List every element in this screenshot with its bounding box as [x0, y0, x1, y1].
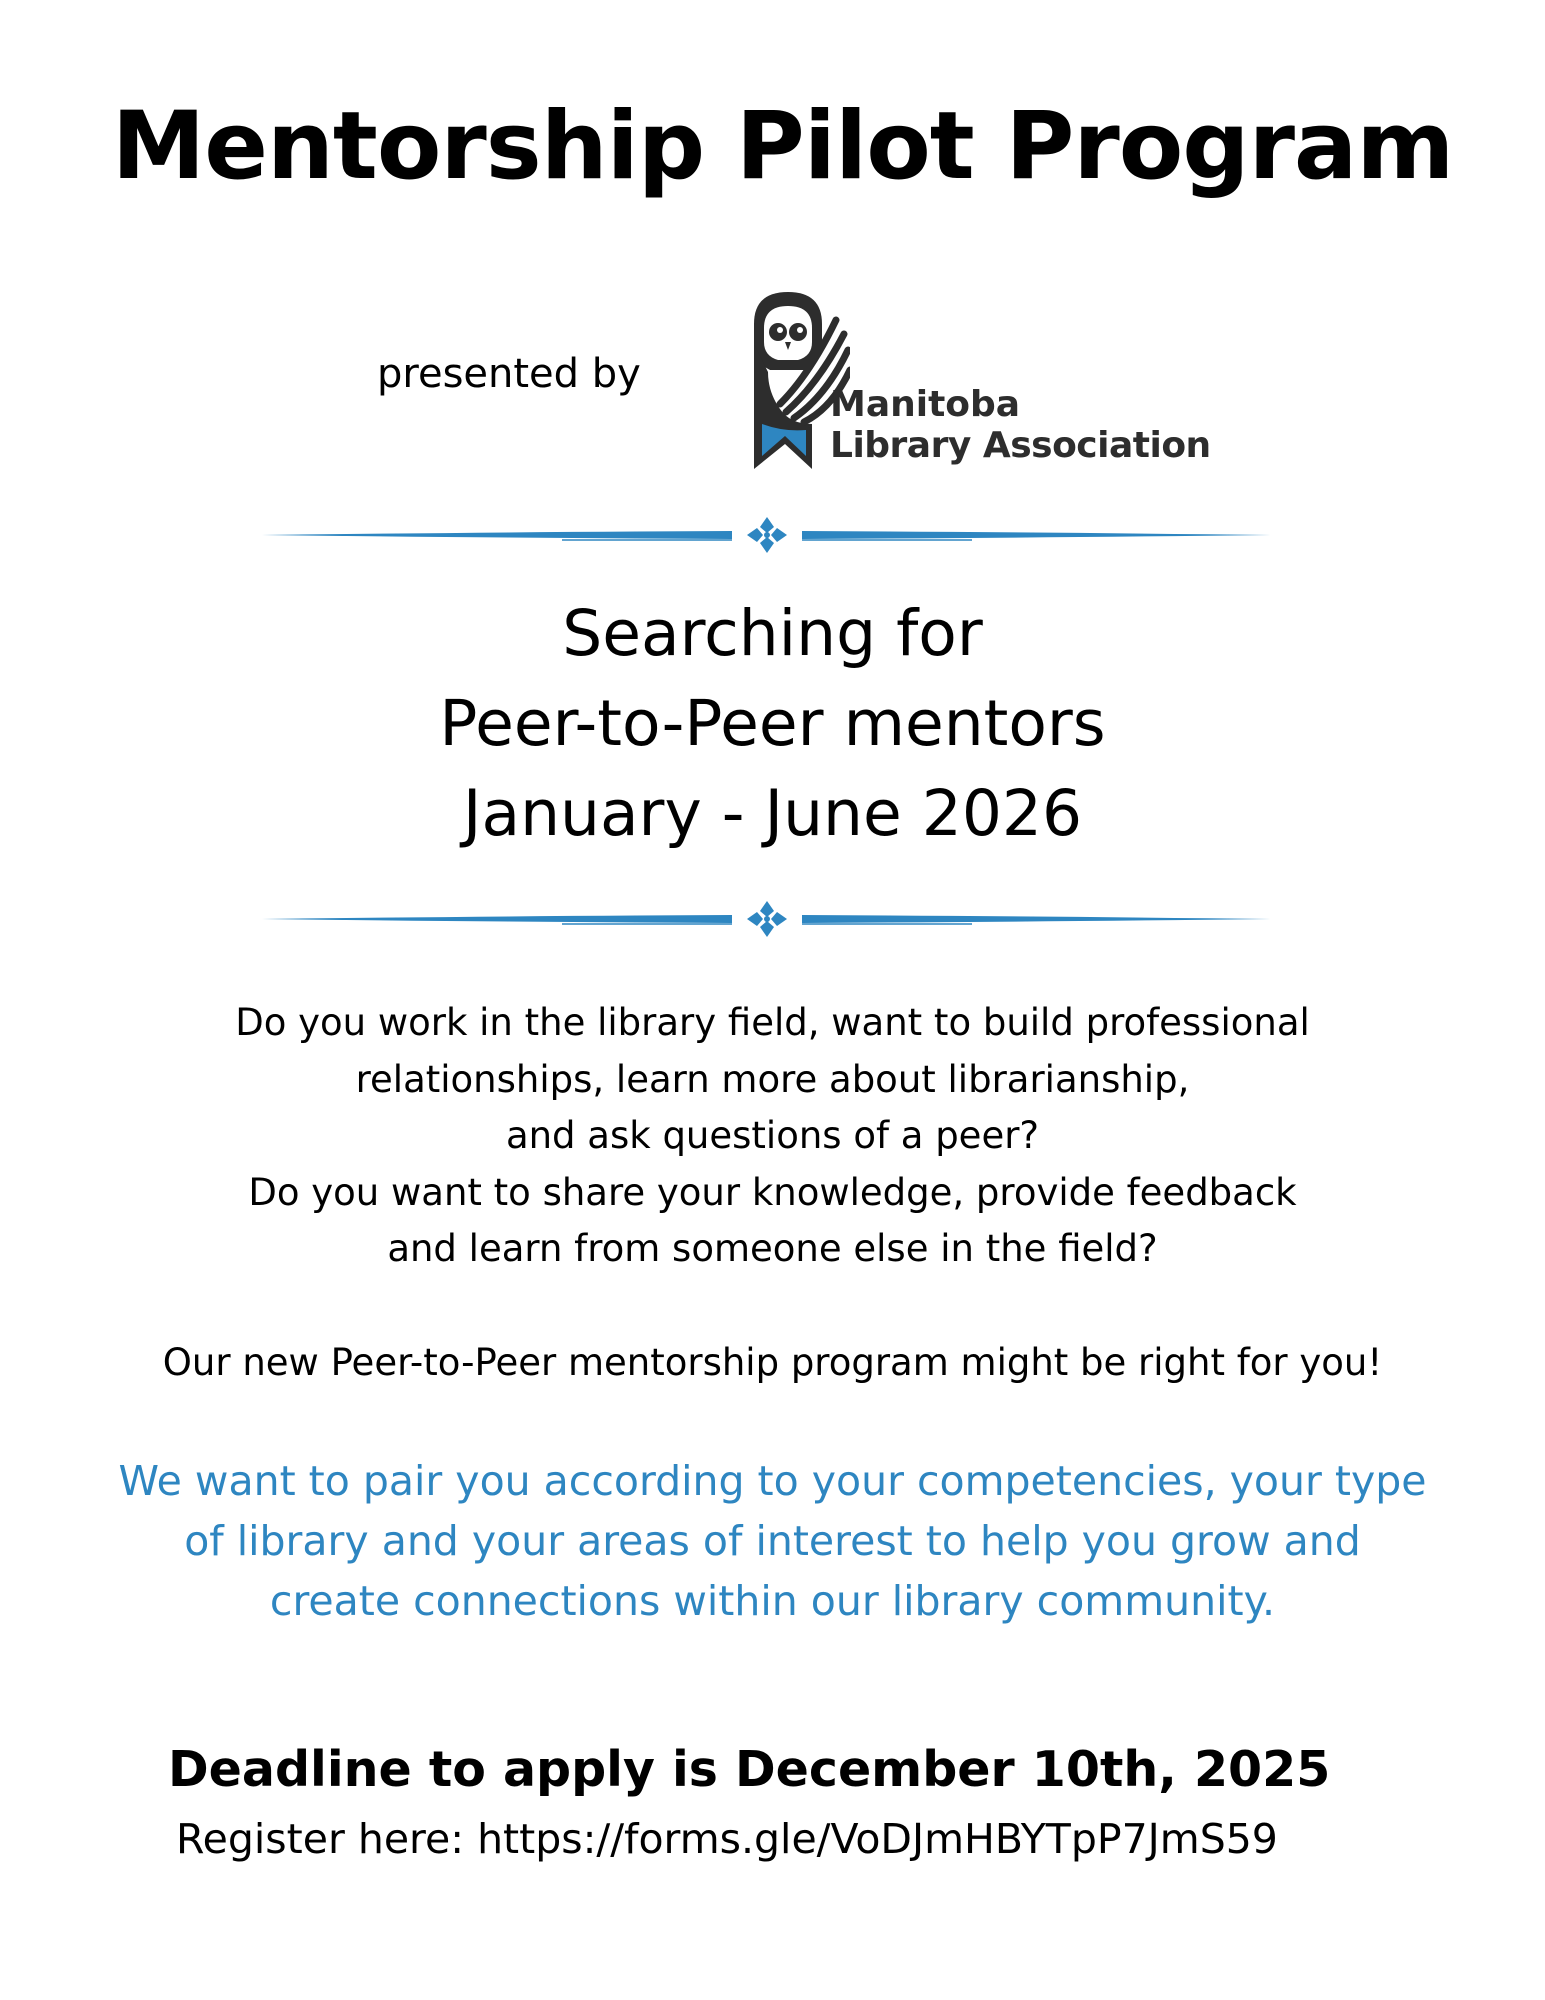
presented-by-label: presented by: [377, 351, 641, 397]
logo-text-line1: Manitoba: [830, 384, 1021, 425]
deadline-text: Deadline to apply is December 10th, 2025: [168, 1741, 1331, 1798]
register-link[interactable]: Register here: https://forms.gle/VoDJmHBYTpP7JmS59: [176, 1815, 1278, 1863]
logo-text-line2: Library Association: [830, 425, 1211, 466]
heading-line-2: Peer-to-Peer mentors: [439, 687, 1106, 760]
ornamental-divider-bottom: [262, 899, 1272, 939]
intro-line-2: relationships, learn more about librarianship,: [355, 1057, 1190, 1101]
manitoba-library-association-logo: [740, 284, 1220, 474]
heading-line-1: Searching for: [562, 597, 983, 670]
pairing-line-2: of library and your areas of interest to help you grow and: [184, 1517, 1361, 1565]
intro-line-4: Do you want to share your knowledge, provide feedback: [248, 1170, 1297, 1214]
tagline: Our new Peer-to-Peer mentorship program might be right for you!: [162, 1341, 1383, 1384]
pairing-line-3: create connections within our library community.: [269, 1577, 1276, 1625]
fleur-ornament-icon: [747, 517, 787, 553]
page-title: Mentorship Pilot Program: [111, 92, 1454, 201]
pairing-line-1: We want to pair you according to your competencies, your type: [118, 1457, 1427, 1505]
pairing-paragraph: [0, 1451, 1545, 1631]
intro-line-3: and ask questions of a peer?: [505, 1114, 1040, 1157]
fleur-ornament-icon: [747, 901, 787, 937]
heading-line-3: January - June 2026: [462, 777, 1083, 850]
intro-paragraph: [0, 995, 1545, 1278]
heading-block: [0, 589, 1545, 859]
intro-line-5: and learn from someone else in the field?: [387, 1227, 1158, 1270]
intro-line-1: Do you work in the library field, want to build professional: [235, 1001, 1310, 1044]
ornamental-divider-top: [262, 515, 1272, 555]
